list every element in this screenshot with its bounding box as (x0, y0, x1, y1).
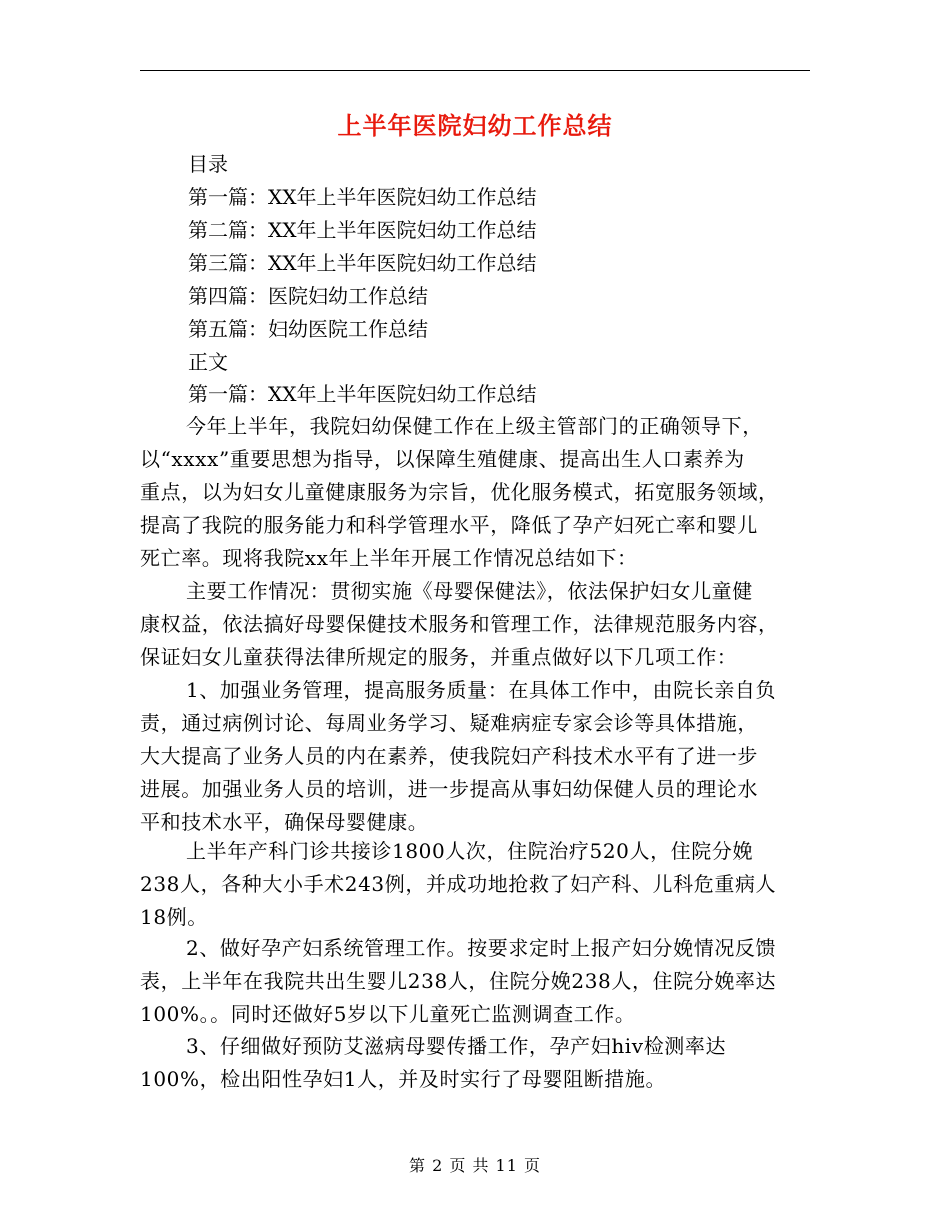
paragraph-line: 责，通过病例讨论、每周业务学习、疑难病症专家会诊等具体措施， (140, 711, 758, 735)
paragraph-line: 提高了我院的服务能力和科学管理水平，降低了孕产妇死亡率和婴儿 (140, 513, 758, 537)
toc-heading: 目录 (188, 152, 228, 176)
paragraph-line: 2、做好孕产妇系统管理工作。按要求定时上报产妇分娩情况反馈 (186, 936, 777, 960)
paragraph (140, 674, 812, 839)
toc-item: 第五篇：妇幼医院工作总结 (188, 317, 428, 341)
paragraph-line: 康权益，依法搞好母婴保健技术服务和管理工作，法律规范服务内容， (140, 612, 779, 636)
paragraph-line: 3、仔细做好预防艾滋病母婴传播工作，孕产妇hiv检测率达 (186, 1034, 727, 1058)
document-title: 上半年医院妇幼工作总结 (337, 111, 613, 140)
toc-item: 第四篇：医院妇幼工作总结 (188, 284, 428, 308)
toc-item: 第一篇：XX年上半年医院妇幼工作总结 (188, 185, 537, 209)
paragraph-line: 死亡率。现将我院xx年上半年开展工作情况总结如下： (140, 546, 638, 570)
paragraph-line: 今年上半年，我院妇幼保健工作在上级主管部门的正确领导下， (186, 414, 763, 438)
body-heading: 正文 (188, 350, 228, 374)
toc-item: 第三篇：XX年上半年医院妇幼工作总结 (188, 251, 537, 275)
paragraph-line: 100%。。同时还做好5岁以下儿童死亡监测调查工作。 (140, 1002, 636, 1026)
paragraph-line: 18例。 (140, 905, 208, 929)
paragraph-line: 上半年产科门诊共接诊1800人次，住院治疗520人，住院分娩 (186, 839, 754, 863)
paragraph-line: 大大提高了业务人员的内在素养，使我院妇产科技术水平有了进一步 (140, 744, 758, 768)
page-number: 第 2 页 共 11 页 (409, 1156, 541, 1175)
paragraph-line: 100%，检出阳性孕妇1人，并及时实行了母婴阻断措施。 (140, 1067, 667, 1091)
paragraph-line: 以“xxxx”重要思想为指导，以保障生殖健康、提高出生人口素养为 (140, 447, 745, 471)
section-heading: 第一篇：XX年上半年医院妇幼工作总结 (188, 382, 537, 406)
paragraph (140, 410, 812, 575)
paragraph-line: 238人，各种大小手术243例，并成功地抢救了妇产科、儿科危重病人 (140, 872, 777, 896)
paragraph-line: 保证妇女儿童获得法律所规定的服务，并重点做好以下几项工作： (140, 645, 738, 669)
paragraph-line: 进展。加强业务人员的培训，进一步提高从事妇幼保健人员的理论水 (140, 777, 758, 801)
paragraph (140, 835, 812, 934)
paragraph-line: 平和技术水平，确保母婴健康。 (140, 810, 429, 834)
paragraph (140, 1030, 812, 1096)
paragraph (140, 575, 812, 674)
paragraph-line: 重点，以为妇女儿童健康服务为宗旨，优化服务模式，拓宽服务领域， (140, 480, 779, 504)
paragraph (140, 932, 812, 1031)
paragraph-line: 表，上半年在我院共出生婴儿238人，住院分娩238人，住院分娩率达 (140, 969, 777, 993)
header-rule (140, 70, 810, 71)
paragraph-line: 主要工作情况：贯彻实施《母婴保健法》，依法保护妇女儿童健 (186, 579, 753, 603)
toc-item: 第二篇：XX年上半年医院妇幼工作总结 (188, 218, 537, 242)
paragraph-line: 1、加强业务管理，提高服务质量：在具体工作中，由院长亲自负 (186, 678, 777, 702)
